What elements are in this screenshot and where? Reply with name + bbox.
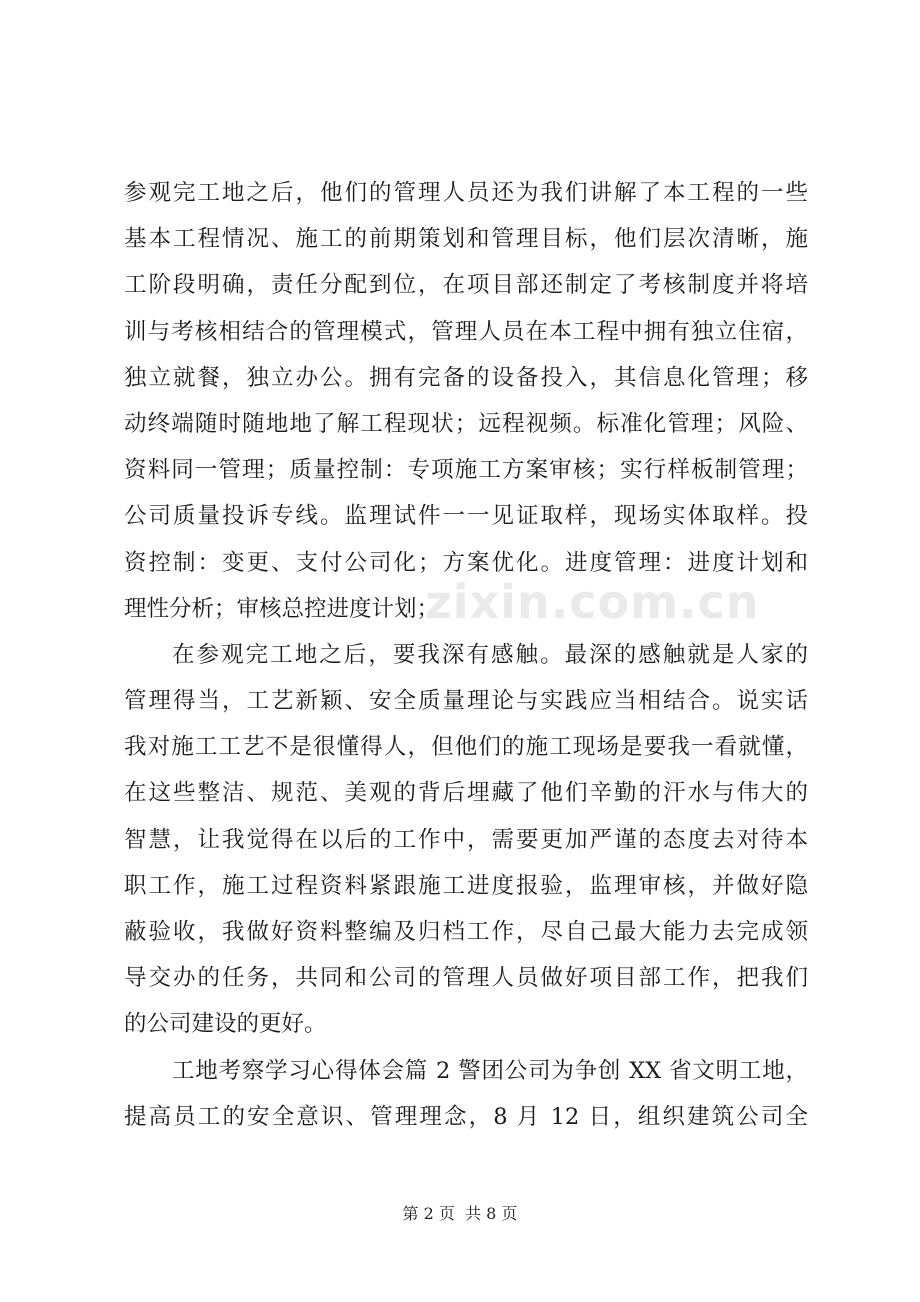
paragraph-line: 工阶段明确，责任分配到位，在项目部还制定了考核制度并将培 bbox=[124, 272, 808, 299]
paragraph-line: 导交办的任务，共同和公司的管理人员做好项目部工作，把我们 bbox=[124, 965, 808, 992]
paragraph-line: 基本工程情况、施工的前期策划和管理目标，他们层次清晰，施 bbox=[124, 226, 808, 253]
paragraph-line: 工地考察学习心得体会篇 2 警团公司为争创 XX 省文明工地， bbox=[172, 1057, 808, 1084]
paragraph-line: 蔽验收，我做好资料整编及归档工作，尽自己最大能力去完成领 bbox=[124, 919, 808, 945]
paragraph-line: 独立就餐，独立办公。拥有完备的设备投入，其信息化管理；移 bbox=[124, 364, 808, 391]
paragraph-line: 的公司建设的更好。 bbox=[124, 1011, 327, 1038]
paragraph-line: 训与考核相结合的管理模式，管理人员在本工程中拥有独立住宿， bbox=[124, 318, 808, 345]
paragraph-line: 理性分析；审核总控进度计划； bbox=[124, 595, 440, 622]
paragraph-line: 动终端随时随地地了解工程现状；远程视频。标准化管理；风险、 bbox=[124, 410, 808, 437]
paragraph-line: 智慧，让我觉得在以后的工作中，需要更加严谨的态度去对待本 bbox=[124, 826, 808, 853]
paragraph-line: 我对施工工艺不是很懂得人，但他们的施工现场是要我一看就懂， bbox=[124, 734, 808, 761]
paragraph-line: 职工作，施工过程资料紧跟施工进度报验，监理审核，并做好隐 bbox=[124, 872, 808, 899]
paragraph-line: 资控制：变更、支付公司化；方案优化。进度管理：进度计划和 bbox=[124, 549, 808, 576]
document-body bbox=[124, 170, 808, 1140]
paragraph-line: 管理得当，工艺新颖、安全质量理论与实践应当相结合。说实话 bbox=[124, 688, 808, 715]
paragraph-line: 在这些整洁、规范、美观的背后埋藏了他们辛勤的汗水与伟大的 bbox=[124, 780, 808, 807]
paragraph-line: 在参观完工地之后，要我深有感触。最深的感触就是人家的 bbox=[172, 641, 808, 668]
page-number: 第 2 页 共 8 页 bbox=[402, 1204, 518, 1223]
watermark-text: zixin.com.cn bbox=[425, 575, 760, 629]
paragraph-line: 公司质量投诉专线。监理试件一一见证取样，现场实体取样。投 bbox=[124, 503, 808, 530]
paragraph-line: 提高员工的安全意识、管理理念，8 月 12 日，组织建筑公司全 bbox=[124, 1103, 808, 1130]
paragraph-line: 资料同一管理；质量控制：专项施工方案审核；实行样板制管理； bbox=[124, 457, 808, 484]
paragraph-line: 参观完工地之后，他们的管理人员还为我们讲解了本工程的一些 bbox=[124, 180, 808, 206]
